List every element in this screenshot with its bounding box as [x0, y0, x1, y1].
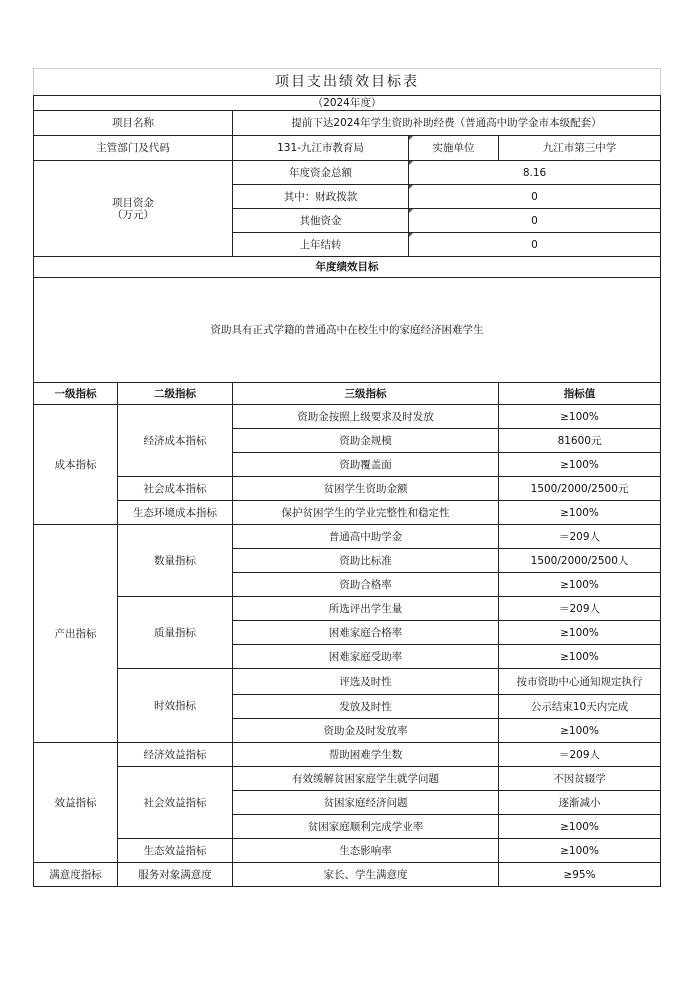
funds-item-label: 上年结转	[233, 233, 409, 257]
indicator-row	[34, 525, 661, 549]
indicator-value: ≥100%	[499, 645, 661, 669]
level3-name: 贫困家庭经济问题	[233, 791, 499, 815]
indicator-row	[34, 597, 661, 621]
level2-social-cost: 社会成本指标	[118, 477, 233, 501]
indicator-value: ＝209人	[499, 743, 661, 767]
annual-goal-header: 年度绩效目标	[34, 257, 661, 278]
header-level2: 二级指标	[118, 383, 233, 405]
level3-name: 普通高中助学金	[233, 525, 499, 549]
indicator-value: 按市资助中心通知规定执行	[499, 669, 661, 695]
indicator-value: ≥100%	[499, 501, 661, 525]
project-name-value: 提前下达2024年学生资助补助经费（普通高中助学金市本级配套）	[233, 111, 661, 136]
level3-name: 贫困家庭顺利完成学业率	[233, 815, 499, 839]
performance-target-sheet	[33, 68, 660, 887]
indicator-row	[34, 405, 661, 429]
level1-benefit: 效益指标	[34, 743, 118, 863]
indicator-value: ≥100%	[499, 453, 661, 477]
level3-name: 困难家庭合格率	[233, 621, 499, 645]
indicator-row	[34, 669, 661, 695]
level2-timeliness: 时效指标	[118, 669, 233, 743]
level1-output: 产出指标	[34, 525, 118, 743]
indicator-value: 不因贫辍学	[499, 767, 661, 791]
indicator-value: ≥100%	[499, 719, 661, 743]
level3-name: 评选及时性	[233, 669, 499, 695]
indicator-value: ≥100%	[499, 621, 661, 645]
header-level3: 三级指标	[233, 383, 499, 405]
indicator-row	[34, 477, 661, 501]
level3-name: 家长、学生满意度	[233, 863, 499, 887]
level3-name: 资助金按照上级要求及时发放	[233, 405, 499, 429]
header-value: 指标值	[499, 383, 661, 405]
annual-goal-text: 资助具有正式学籍的普通高中在校生中的家庭经济困难学生	[34, 278, 661, 383]
project-name-label: 项目名称	[34, 111, 233, 136]
funds-row-total	[34, 161, 661, 185]
level2-eco-benefit: 生态效益指标	[118, 839, 233, 863]
level3-name: 贫困学生资助金额	[233, 477, 499, 501]
indicator-value: ≥95%	[499, 863, 661, 887]
level3-name: 困难家庭受助率	[233, 645, 499, 669]
level3-name: 保护贫困学生的学业完整性和稳定性	[233, 501, 499, 525]
impl-value: 九江市第三中学	[499, 136, 661, 161]
dept-value: 131-九江市教育局	[233, 136, 409, 161]
annual-goal-row	[34, 278, 661, 383]
level3-name: 资助合格率	[233, 573, 499, 597]
funds-item-value: 0	[409, 233, 661, 257]
funds-item-label: 其他资金	[233, 209, 409, 233]
impl-label: 实施单位	[409, 136, 499, 161]
dept-row	[34, 136, 661, 161]
annual-goal-header-row	[34, 257, 661, 278]
level1-satisfaction: 满意度指标	[34, 863, 118, 887]
indicator-value: ≥100%	[499, 405, 661, 429]
level2-quantity: 数量指标	[118, 525, 233, 597]
indicator-value: ≥100%	[499, 815, 661, 839]
indicator-value: ≥100%	[499, 573, 661, 597]
indicator-row	[34, 743, 661, 767]
funds-item-value: 8.16	[409, 161, 661, 185]
indicator-value: 逐渐减小	[499, 791, 661, 815]
level2-service-satisfaction: 服务对象满意度	[118, 863, 233, 887]
level2-social-benefit: 社会效益指标	[118, 767, 233, 839]
indicator-value: ≥100%	[499, 839, 661, 863]
page-title: 项目支出绩效目标表	[34, 69, 661, 96]
project-name-row	[34, 111, 661, 136]
funds-item-label: 其中：财政拨款	[233, 185, 409, 209]
indicator-row	[34, 501, 661, 525]
level3-name: 帮助困难学生数	[233, 743, 499, 767]
indicator-row	[34, 839, 661, 863]
level2-economic-benefit: 经济效益指标	[118, 743, 233, 767]
indicator-value: ＝209人	[499, 525, 661, 549]
level3-name: 所选评出学生量	[233, 597, 499, 621]
year-label: （2024年度）	[34, 96, 661, 111]
indicator-value: 1500/2000/2500元	[499, 477, 661, 501]
funds-item-value: 0	[409, 185, 661, 209]
indicator-row	[34, 767, 661, 791]
level3-name: 资助比标准	[233, 549, 499, 573]
level3-name: 资助覆盖面	[233, 453, 499, 477]
indicator-value: 1500/2000/2500人	[499, 549, 661, 573]
level3-name: 发放及时性	[233, 695, 499, 719]
level3-name: 生态影响率	[233, 839, 499, 863]
level1-cost: 成本指标	[34, 405, 118, 525]
header-level1: 一级指标	[34, 383, 118, 405]
level2-eco-cost: 生态环境成本指标	[118, 501, 233, 525]
indicator-row	[34, 863, 661, 887]
funds-item-value: 0	[409, 209, 661, 233]
funds-item-label: 年度资金总额	[233, 161, 409, 185]
performance-target-table	[33, 68, 661, 887]
level2-economic-cost: 经济成本指标	[118, 405, 233, 477]
year-row	[34, 96, 661, 111]
funds-label: 项目资金 （万元）	[34, 161, 233, 257]
level3-name: 有效缓解贫困家庭学生就学问题	[233, 767, 499, 791]
level3-name: 资助金及时发放率	[233, 719, 499, 743]
indicator-value: 公示结束10天内完成	[499, 695, 661, 719]
indicator-header-row	[34, 383, 661, 405]
indicator-value: ＝209人	[499, 597, 661, 621]
title-row	[34, 69, 661, 96]
dept-label: 主管部门及代码	[34, 136, 233, 161]
level3-name: 资助金规模	[233, 429, 499, 453]
indicator-value: 81600元	[499, 429, 661, 453]
level2-quality: 质量指标	[118, 597, 233, 669]
